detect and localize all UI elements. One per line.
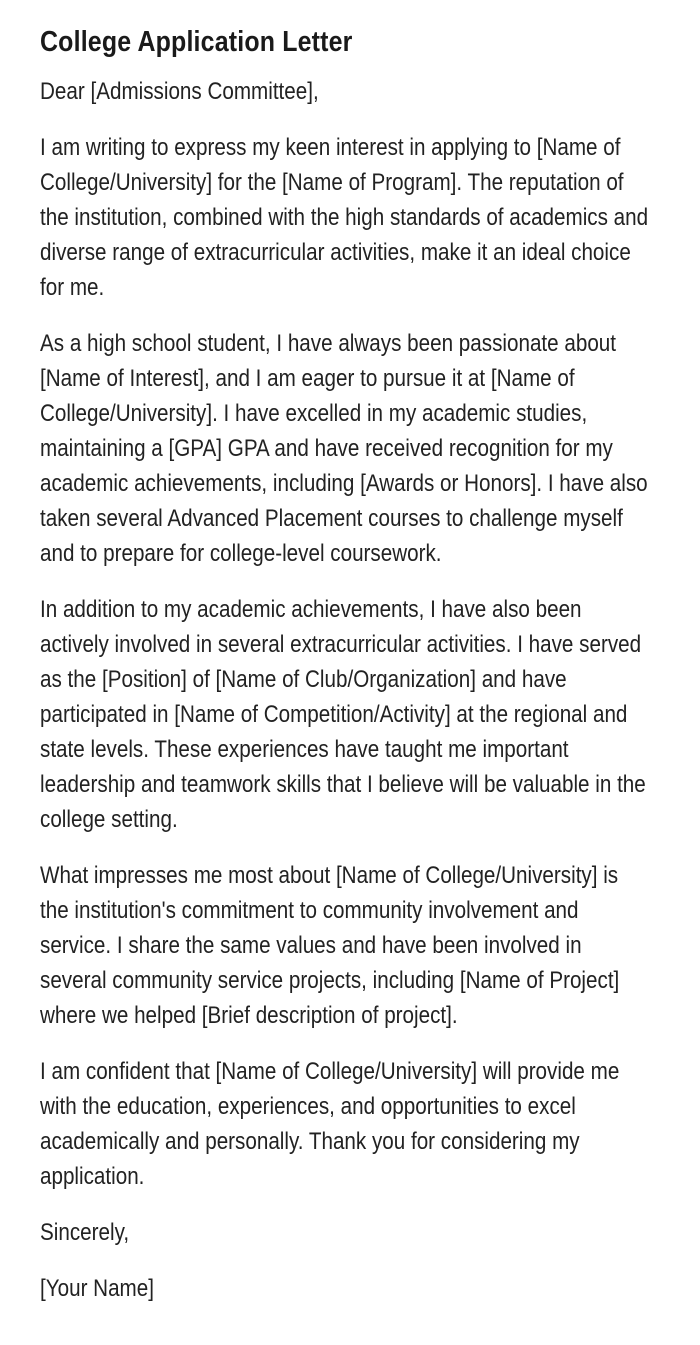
paragraph-introduction: I am writing to express my keen interest in applying to [Name of College/University] for the [Name of Program]. The reputation of the institution, combined with the high standards of academics and diverse range of extracurricular activities, make it an ideal choice for me. [40,134,649,301]
signature: [Your Name] [40,1275,154,1302]
paragraph-academics: As a high school student, I have always been passionate about [Name of Interest], and I am eager to pursue it at [Name of College/University]. I have excelled in my academic studies, maintaining a [GPA] GPA and have received recognition for my academic achievements, including [Awards or Honors]. I have also taken several Advanced Placement courses to challenge myself and to prepare for college-level coursework. [40,330,648,567]
closing: Sincerely, [40,1219,130,1246]
salutation: Dear [Admissions Committee], [40,78,319,105]
paragraph-conclusion: I am confident that [Name of College/University] will provide me with the education, experiences, and opportunities to excel academically and personally. Thank you for considering my application. [40,1058,620,1190]
paragraph-extracurriculars: In addition to my academic achievements, I have also been actively involved in several extracurricular activities. I have served as the [Position] of [Name of Club/Organization] and have participated in [Name of Competition/Activity] at the regional and state levels. These experiences have taught me important leadership and teamwork skills that I believe will be valuable in the college setting. [40,596,646,833]
document-title: College Application Letter [40,26,353,58]
paragraph-community-service: What impresses me most about [Name of College/University] is the institution's commitment to community involvement and service. I share the same values and have been involved in several community service projects, including [Name of Project] where we helped [Brief description of project]. [40,862,620,1029]
